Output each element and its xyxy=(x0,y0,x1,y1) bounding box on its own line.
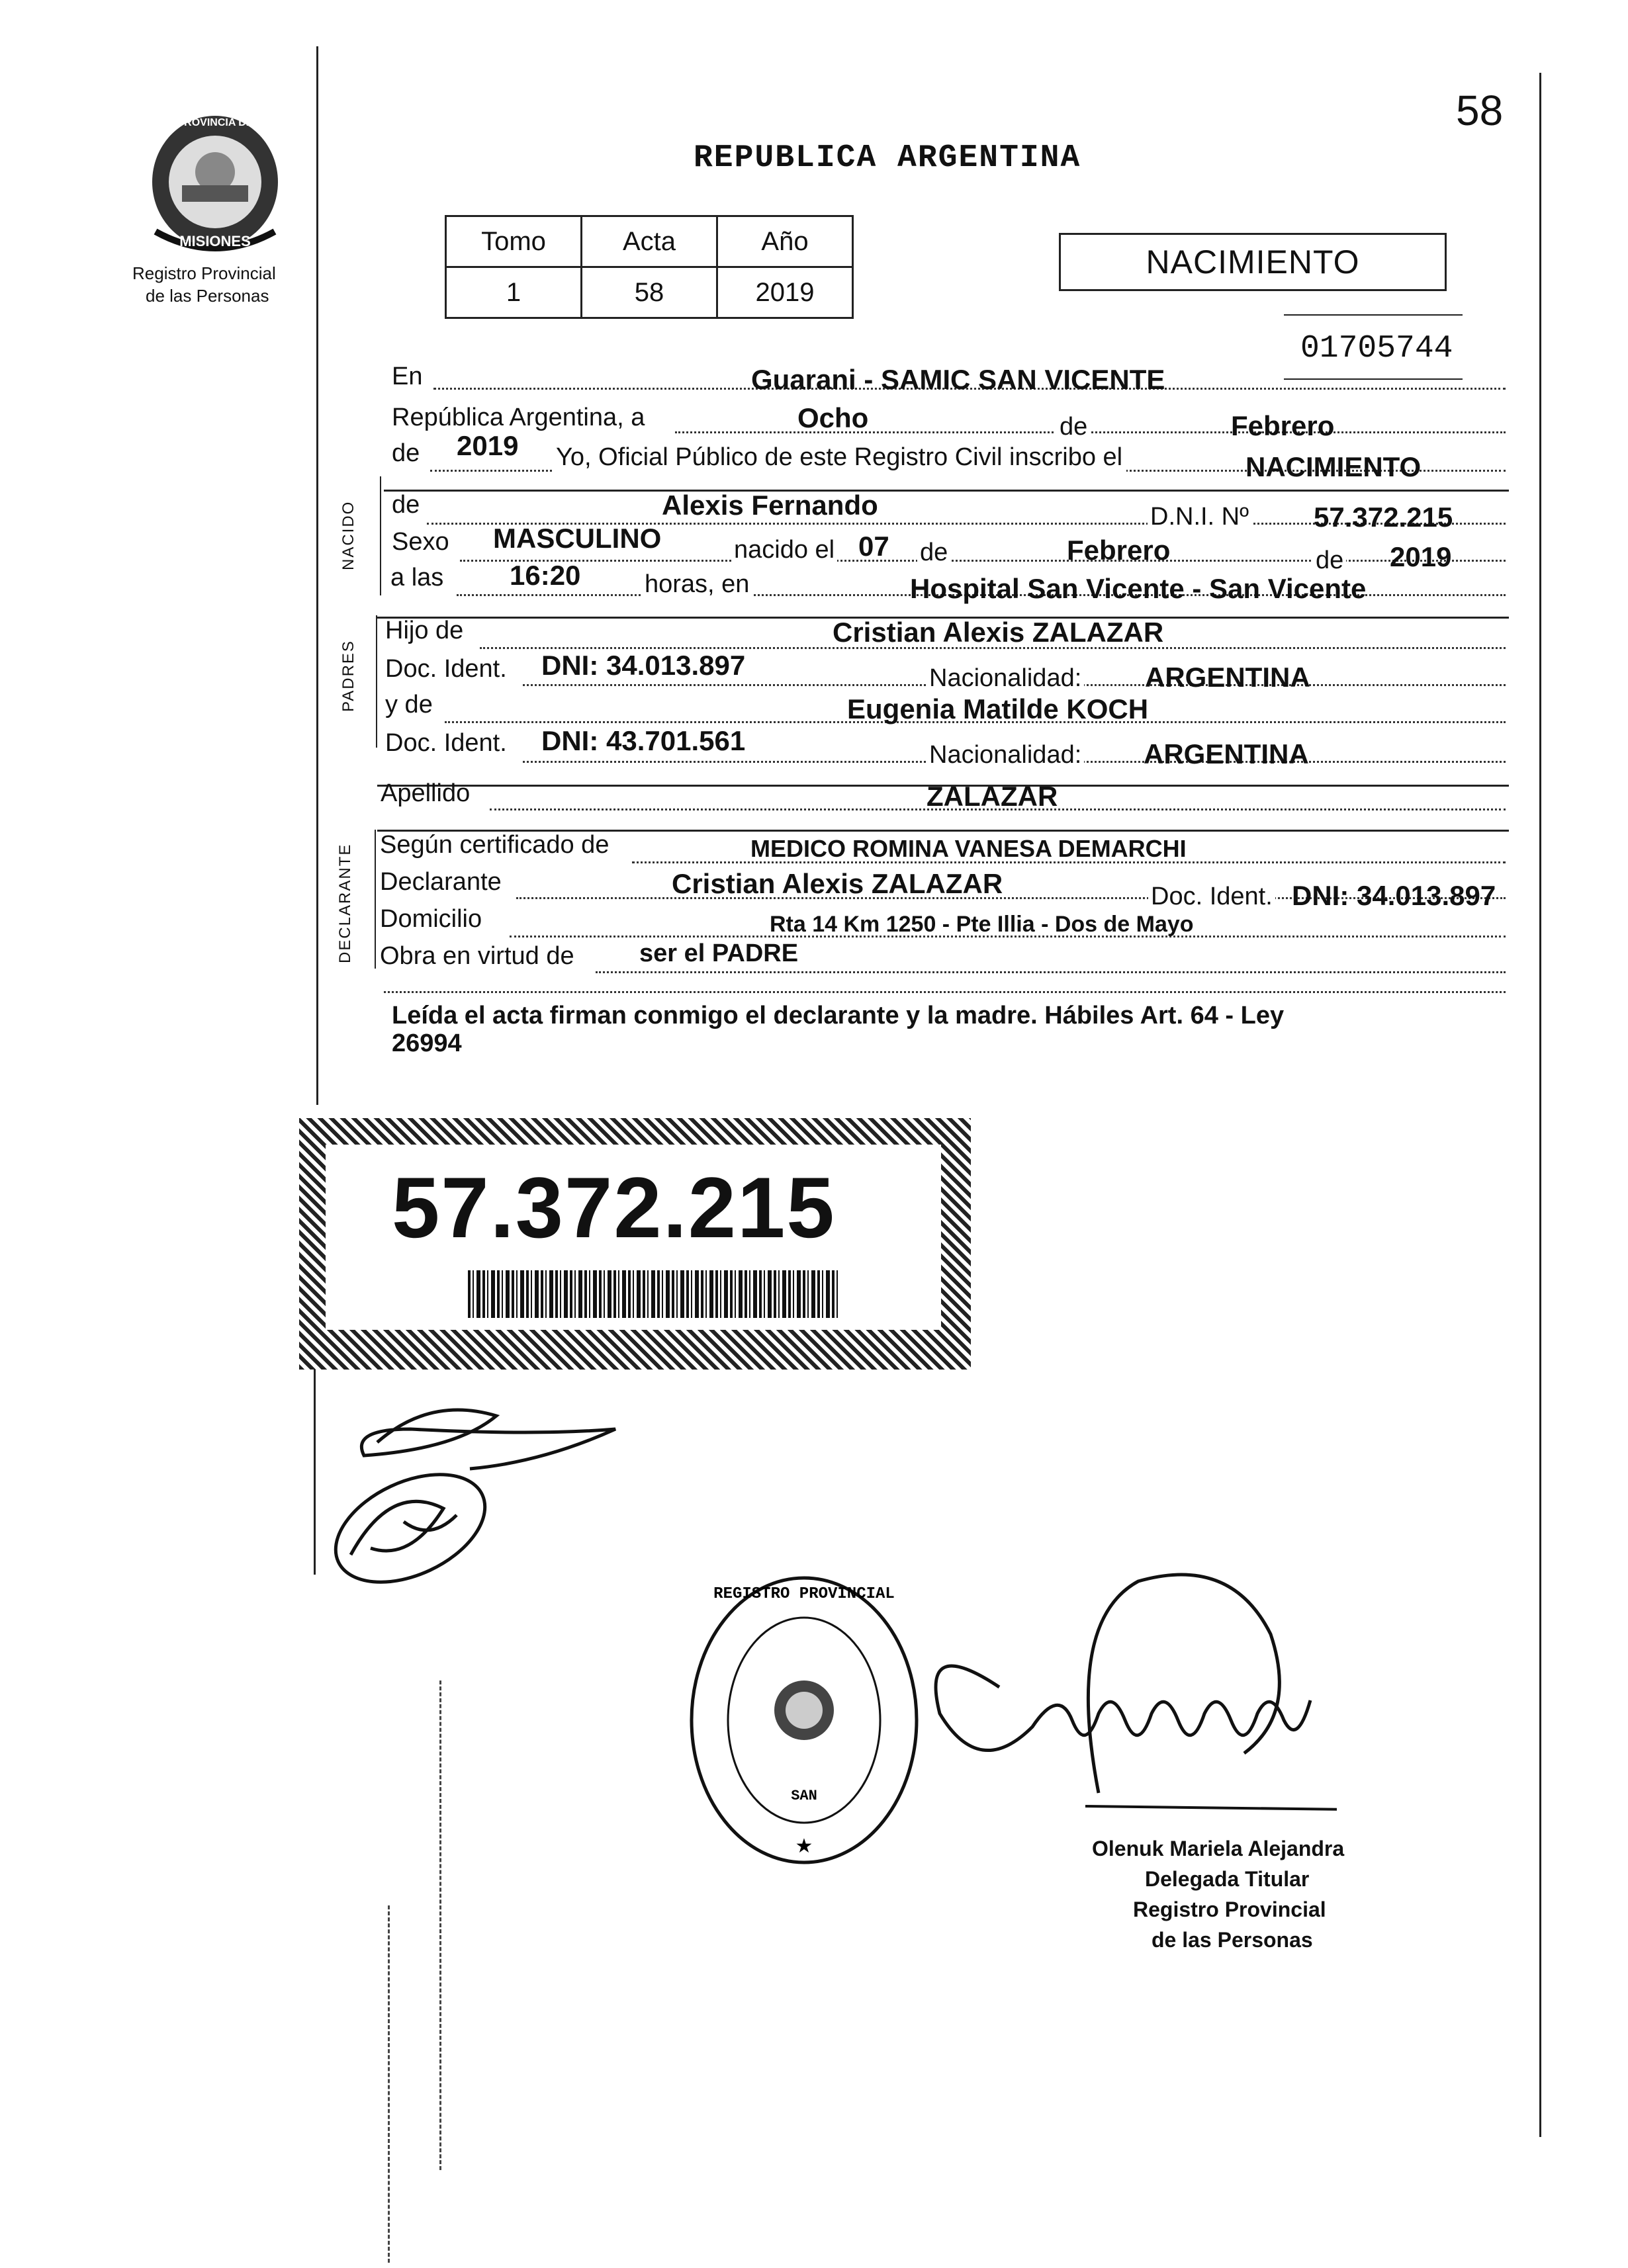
child-name: Alexis Fernando xyxy=(662,490,878,521)
dni-label: D.N.I. Nº xyxy=(1148,503,1251,531)
serial-overline xyxy=(1284,314,1463,316)
section-label-declarante: DECLARANTE xyxy=(336,843,354,963)
obra-dots xyxy=(596,971,1506,973)
doc-type-label: NACIMIENTO xyxy=(1146,243,1360,281)
doc-type-box xyxy=(1059,233,1447,291)
obra-dots-2 xyxy=(384,991,1506,993)
serial-underline xyxy=(1284,378,1463,380)
register-table xyxy=(445,215,854,319)
de2-label: de xyxy=(392,439,420,467)
nacido-top-rule xyxy=(384,490,1509,492)
mother-nationality: ARGENTINA xyxy=(1144,738,1309,769)
certifying-doctor: MEDICO ROMINA VANESA DEMARCHI xyxy=(750,835,1187,862)
sexo-label: Sexo xyxy=(392,528,449,556)
child-dni: 57.372.215 xyxy=(1314,502,1453,533)
official-org-1: Registro Provincial xyxy=(1133,1897,1326,1921)
birth-year: 2019 xyxy=(1390,541,1452,572)
act-month: Febrero xyxy=(1231,410,1335,441)
register-value: 1 xyxy=(446,267,582,318)
register-header: Acta xyxy=(582,216,717,267)
closing-line-2: 26994 xyxy=(392,1029,462,1057)
right-margin-line xyxy=(1539,73,1541,2137)
declarant-address: Rta 14 Km 1250 - Pte Illia - Dos de Mayo xyxy=(770,912,1194,937)
svg-text:SAN: SAN xyxy=(791,1788,817,1804)
declarante-label: Declarante xyxy=(380,868,502,896)
birth-time: 16:20 xyxy=(510,560,581,591)
obra-label: Obra en virtud de xyxy=(380,942,574,970)
section-label-padres: PADRES xyxy=(339,640,357,712)
father-doc-label: Doc. Ident. xyxy=(385,655,507,683)
logo-caption-2: de las Personas xyxy=(146,286,269,306)
official-signature xyxy=(900,1555,1337,1819)
nacido-de2-label: de xyxy=(917,539,950,567)
dni-barcode xyxy=(468,1270,838,1318)
mother-doc: DNI: 43.701.561 xyxy=(541,725,746,756)
birth-month: Febrero xyxy=(1067,535,1171,566)
certificado-label: Según certificado de xyxy=(380,831,610,859)
father-name: Cristian Alexis ZALAZAR xyxy=(833,617,1164,648)
register-value: 2019 xyxy=(717,267,853,318)
official-stamp-seal xyxy=(685,1571,923,1869)
sexo-dots xyxy=(460,560,1506,562)
nacido-de-label: de xyxy=(392,491,420,519)
republica-label: República Argentina, a xyxy=(392,404,645,431)
register-header: Año xyxy=(717,216,853,267)
event-type: NACIMIENTO xyxy=(1245,451,1422,482)
declarant-doc: DNI: 34.013.897 xyxy=(1292,880,1496,911)
a-las-label: a las xyxy=(390,564,444,591)
hijo-de-label: Hijo de xyxy=(385,617,464,644)
mother-nat-label: Nacionalidad: xyxy=(927,741,1084,769)
declarante-doc-label: Doc. Ident. xyxy=(1148,883,1275,911)
en-label: En xyxy=(392,363,423,390)
page-number: 58 xyxy=(1456,87,1504,134)
official-name: Olenuk Mariela Alejandra xyxy=(1092,1837,1345,1860)
mother-name: Eugenia Matilde KOCH xyxy=(847,693,1149,724)
act-day-word: Ocho xyxy=(797,402,869,433)
logo-caption-1: Registro Provincial xyxy=(132,263,276,283)
domicilio-label: Domicilio xyxy=(380,905,482,933)
surname: ZALAZAR xyxy=(927,781,1058,812)
father-nat-label: Nacionalidad: xyxy=(927,664,1084,693)
svg-text:REGISTRO PROVINCIAL: REGISTRO PROVINCIAL xyxy=(713,1585,895,1603)
serial-number: 01705744 xyxy=(1300,331,1453,367)
fold-line-lower xyxy=(439,1680,441,2170)
father-nationality: ARGENTINA xyxy=(1145,662,1310,693)
birth-institution: Guarani - SAMIC SAN VICENTE xyxy=(751,364,1165,395)
horas-en-label: horas, en xyxy=(642,570,752,599)
de-label: de xyxy=(1056,413,1091,441)
nacido-bracket xyxy=(380,476,381,595)
act-year: 2019 xyxy=(457,430,519,461)
dni-sticker-number: 57.372.215 xyxy=(392,1159,836,1256)
y-de-label: y de xyxy=(385,691,433,719)
birth-day: 07 xyxy=(858,531,889,562)
page-title: REPUBLICA ARGENTINA xyxy=(694,140,1081,176)
province-coat-of-arms-logo xyxy=(142,106,288,258)
padres-bracket xyxy=(376,615,377,748)
nacido-el-label: nacido el xyxy=(731,536,837,564)
svg-text:PROVINCIA DE: PROVINCIA DE xyxy=(177,117,253,128)
official-title: Delegada Titular xyxy=(1145,1867,1310,1891)
fold-line-bottom xyxy=(388,1905,390,2263)
birth-place: Hospital San Vicente - San Vicente xyxy=(910,573,1367,604)
official-org-2: de las Personas xyxy=(1152,1928,1313,1952)
dni-sticker-inner xyxy=(326,1145,941,1330)
section-label-nacido: NACIDO xyxy=(339,500,357,570)
register-header: Tomo xyxy=(446,216,582,267)
nacido-de3-label: de xyxy=(1313,546,1346,575)
declarante-bracket xyxy=(375,830,376,969)
dni-sticker xyxy=(299,1118,971,1370)
left-margin-line xyxy=(316,46,318,1105)
svg-text:★: ★ xyxy=(795,1835,813,1857)
inscribo-text: Yo, Oficial Público de este Registro Civil inscribo el xyxy=(552,443,1126,472)
father-doc: DNI: 34.013.897 xyxy=(541,650,746,681)
closing-line-1: Leída el acta firman conmigo el declarante y la madre. Hábiles Art. 64 - Ley xyxy=(392,1002,1285,1029)
register-value: 58 xyxy=(582,267,717,318)
svg-text:MISIONES: MISIONES xyxy=(179,233,251,249)
mother-doc-label: Doc. Ident. xyxy=(385,729,507,757)
apellido-label: Apellido xyxy=(381,779,471,807)
declarant-signature xyxy=(311,1389,622,1588)
child-sex: MASCULINO xyxy=(493,523,662,554)
declarant-relationship: ser el PADRE xyxy=(639,939,799,967)
declarant-name: Cristian Alexis ZALAZAR xyxy=(672,868,1003,899)
